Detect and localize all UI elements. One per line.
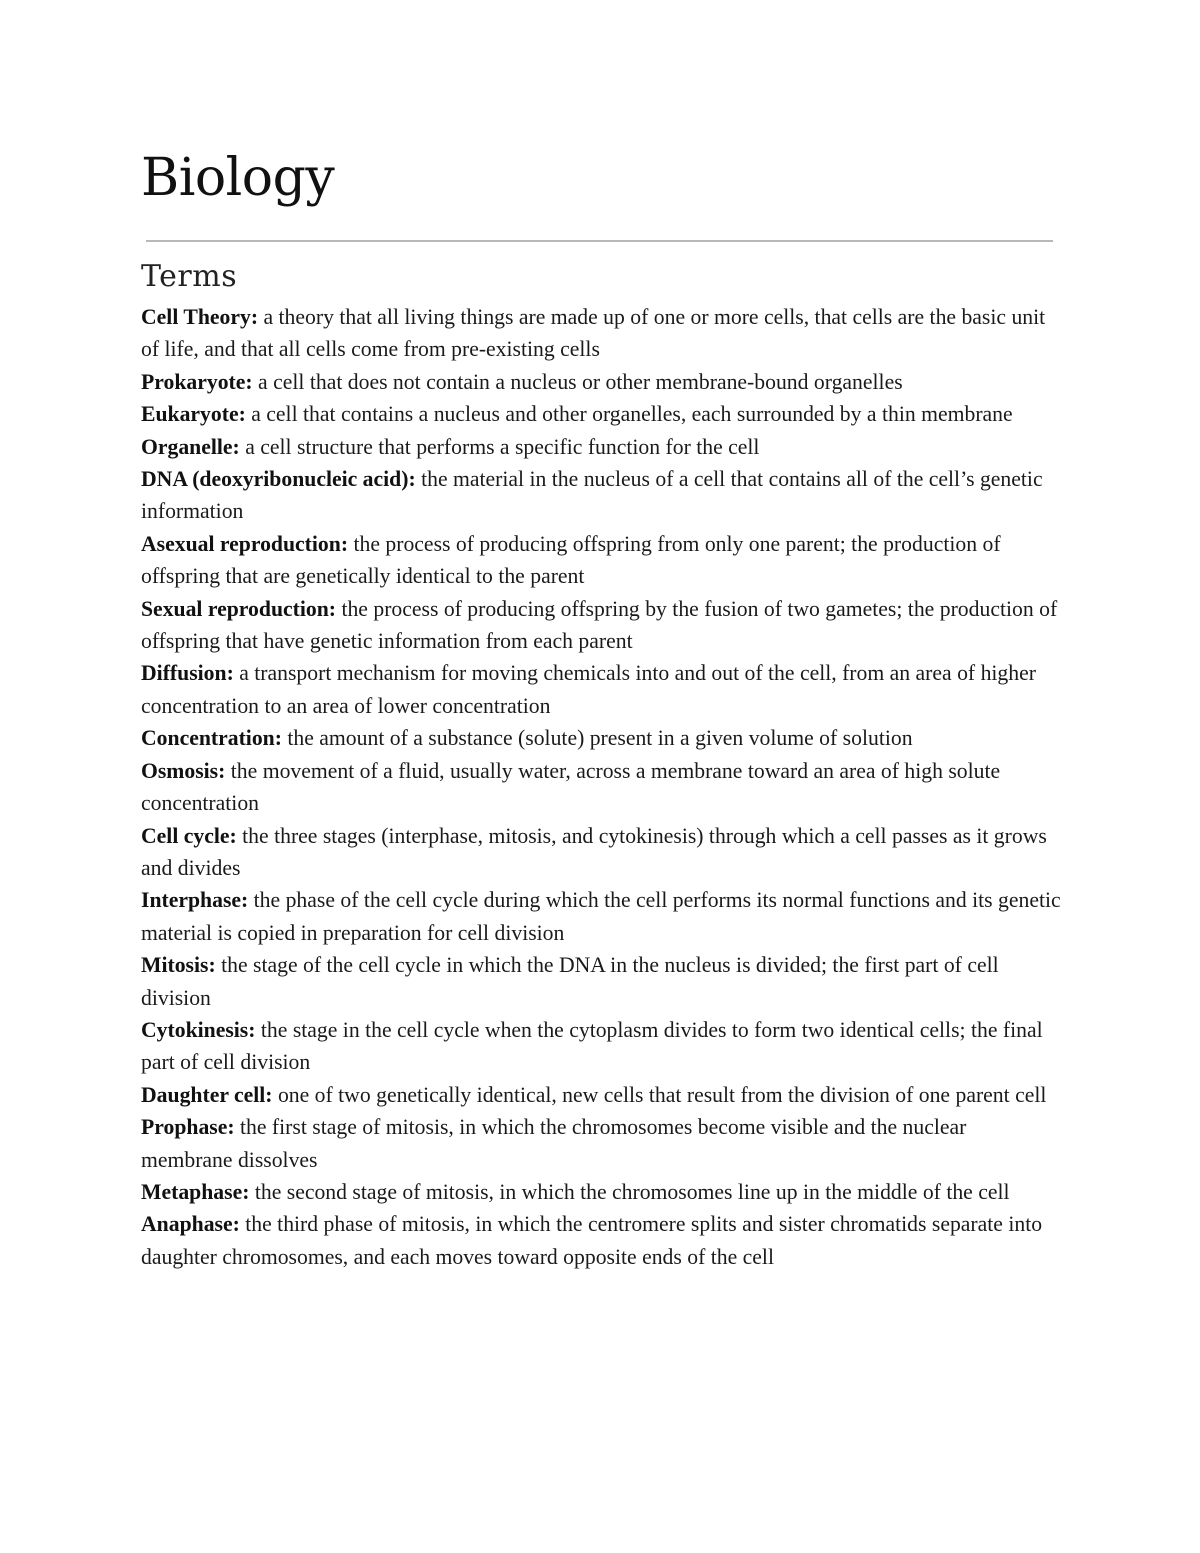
term-name: Metaphase: [141,1179,250,1204]
term-entry-eukaryote [141,398,1061,430]
term-definition: the material in the nucleus of a cell that contains all of the cell’s genetic information [141,467,1043,524]
term-entry-asexual-reproduction [141,528,1061,593]
term-entry-concentration [141,722,1061,754]
term-definition: a cell that does not contain a nucleus or other membrane-bound organelles [252,369,903,394]
term-entry-diffusion [141,657,1061,722]
term-definition: the movement of a fluid, usually water, across a membrane toward an area of high solute concentration [141,758,1001,816]
term-name: Cell Theory: [141,305,259,329]
term-name: DNA (deoxyribonucleic acid): [141,467,416,492]
document-title: Biology [141,148,335,208]
term-definition: a cell structure that performs a specific function for the cell [239,434,760,459]
term-name: Cell cycle: [141,823,237,848]
section-heading-terms: Terms [141,259,238,294]
term-definition: a transport mechanism for moving chemicals into and out of the cell, from an area of higher concentration to an area of lower concentration [141,661,1036,718]
term-definition: the third phase of mitosis, in which the centromere splits and sister chromatids separate into daughter chromosomes, and each moves toward opposite ends of the cell [141,1212,1043,1269]
term-name: Organelle: [141,434,240,459]
term-definition: one of two genetically identical, new cells that result from the division of one parent cell [272,1082,1047,1107]
term-definition: the second stage of mitosis, in which the chromosomes line up in the middle of the cell [249,1179,1010,1204]
term-name: Daughter cell: [141,1082,273,1107]
term-name: Prophase: [141,1115,235,1140]
term-entry-mitosis [141,949,1061,1014]
term-definition: the phase of the cell cycle during which the cell performs its normal functions and its genetic material is copied in preparation for cell division [141,888,1061,945]
term-name: Diffusion: [141,661,234,686]
term-definition: the three stages (interphase, mitosis, and cytokinesis) through which a cell passes as it grows and divides [141,823,1047,880]
term-entry-cytokinesis [141,1014,1061,1079]
term-entry-prokaryote [141,366,1061,398]
term-entry-dna [141,463,1061,528]
term-entry-cell-theory [141,301,1061,366]
term-entry-daughter-cell [141,1079,1061,1111]
term-entry-anaphase [141,1208,1061,1273]
term-entry-interphase [141,884,1061,949]
term-name: Sexual reproduction: [141,596,337,621]
term-name: Concentration: [141,726,282,751]
term-definition: the process of producing offspring from only one parent; the production of offspring that are genetically identical to the parent [141,531,1001,589]
term-definition: the stage of the cell cycle in which the DNA in the nucleus is divided; the first part of cell division [141,953,999,1010]
term-name: Osmosis: [141,758,226,783]
term-name: Mitosis: [141,953,216,978]
term-name: Prokaryote: [141,369,253,394]
term-entry-sexual-reproduction [141,593,1061,658]
term-name: Interphase: [141,888,249,913]
term-definition: the stage in the cell cycle when the cytoplasm divides to form two identical cells; the final part of cell division [141,1017,1043,1075]
term-name: Asexual reproduction: [141,531,349,556]
term-definition: a cell that contains a nucleus and other organelles, each surrounded by a thin membrane [245,402,1013,427]
term-entry-organelle [141,431,1061,463]
term-entry-osmosis [141,755,1061,820]
term-definition: the amount of a substance (solute) present in a given volume of solution [281,726,913,751]
term-name: Cytokinesis: [141,1017,256,1042]
term-definition: a theory that all living things are made up of one or more cells, that cells are the basic unit of life, and that all cells come from pre-existing cells [141,305,1046,362]
term-entry-cell-cycle [141,820,1061,885]
term-definition: the first stage of mitosis, in which the chromosomes become visible and the nuclear membrane dissolves [141,1115,967,1172]
term-definition: the process of producing offspring by the fusion of two gametes; the production of offspring that have genetic information from each parent [141,596,1058,654]
term-entry-metaphase [141,1176,1061,1208]
terms-list [141,301,1061,1273]
term-name: Anaphase: [141,1212,240,1237]
term-name: Eukaryote: [141,402,246,427]
term-entry-prophase [141,1111,1061,1176]
title-divider [146,240,1053,242]
